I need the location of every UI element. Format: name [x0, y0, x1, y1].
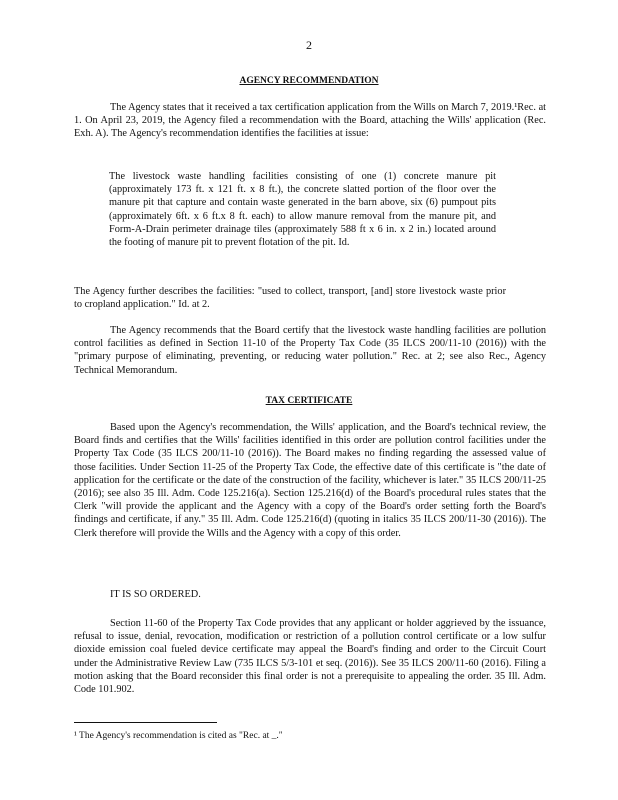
footnote-rule [74, 722, 217, 723]
footnote: ¹ The Agency's recommendation is cited as "Rec. at _." [74, 731, 283, 741]
page-number: 2 [306, 38, 312, 52]
tax-heading-text: TAX CERTIFICATE [265, 396, 353, 406]
ordered-line: IT IS SO ORDERED. [110, 589, 201, 600]
agency-heading-text: AGENCY RECOMMENDATION [239, 76, 379, 86]
block-quote: The livestock waste handling facilities consisting of one (1) concrete manure pit (approximately 173 ft. x 121 ft. x 8 ft.), the concrete slatted portion of the floor over the manure pit that capture and contain waste generated in the barn above, six (6) pumpout pits (approximately 6ft. x 6 ft.x 8 ft. each) to allow manure removal from the manure pit, and Form-A-Drain perimeter drainage tiles (approximately 588 ft x 6 in. x 2 in.) located around the footing of manure pit to prevent flotation of the pit. Id. [109, 171, 496, 249]
paragraph-received: The Agency states that it received a tax certification application from the Wills on March 7, 2019.¹Rec. at 1. On April 23, 2019, the Agency filed a recommendation with the Board, attaching the Wills' application (Rec. Exh. A). The Agency's recommendation identifies the facilities at issue: [74, 102, 546, 140]
paragraph-findings: Based upon the Agency's recommendation, the Wills' application, and the Board's technical review, the Board finds and certifies that the Wills' facilities identified in this order are pollution control facilities under the Property Tax Code (35 ILCS 200/11-10 (2016)). The Board makes no finding regarding the assessed value of those facilities. Under Section 11-25 of the Property Tax Code, the effective date of this certificate is "the date of application for the certificate or the date of the construction of the facility, whichever is later." 35 ILCS 200/11-25 (2016); see also 35 Ill. Adm. Code 125.216(a). Section 125.216(d) of the Board's procedural rules states that the Clerk "will provide the applicant and the Agency with a copy of the Board's order setting forth the Board's findings and certificate, if any." 35 Ill. Adm. Code 125.216(d) (quoting in italics 35 ILCS 200/11-30 (2016)). The Clerk therefore will provide the Wills and the Agency with a copy of this order. [74, 422, 546, 539]
paragraph-describes: The Agency further describes the facilities: "used to collect, transport, [and] store livestock waste prior to cropland application." Id. at 2. [74, 286, 506, 311]
paragraph-appeal: Section 11-60 of the Property Tax Code provides that any applicant or holder aggrieved by the issuance, refusal to issue, denial, revocation, modification or restriction of a pollution control certificate or a low sulfur dioxide emission coal fueled device certificate may appeal the Board's finding and order to the Circuit Court under the Administrative Review Law (735 ILCS 5/3-101 et seq. (2016)). See 35 ILCS 200/11-60 (2016). Filing a motion asking that the Board reconsider this final order is not a prerequisite to appealing the order. 35 Ill. Adm. Code 101.902. [74, 618, 546, 696]
agency-heading [0, 76, 618, 86]
tax-heading [0, 396, 618, 406]
paragraph-recommends: The Agency recommends that the Board certify that the livestock waste handling facilities are pollution control facilities as defined in Section 11-10 of the Property Tax Code (35 ILCS 200/11-10 (2016)) with the "primary purpose of eliminating, preventing, or reducing water pollution." Rec. at 2; see also Rec., Agency Technical Memorandum. [74, 325, 546, 376]
